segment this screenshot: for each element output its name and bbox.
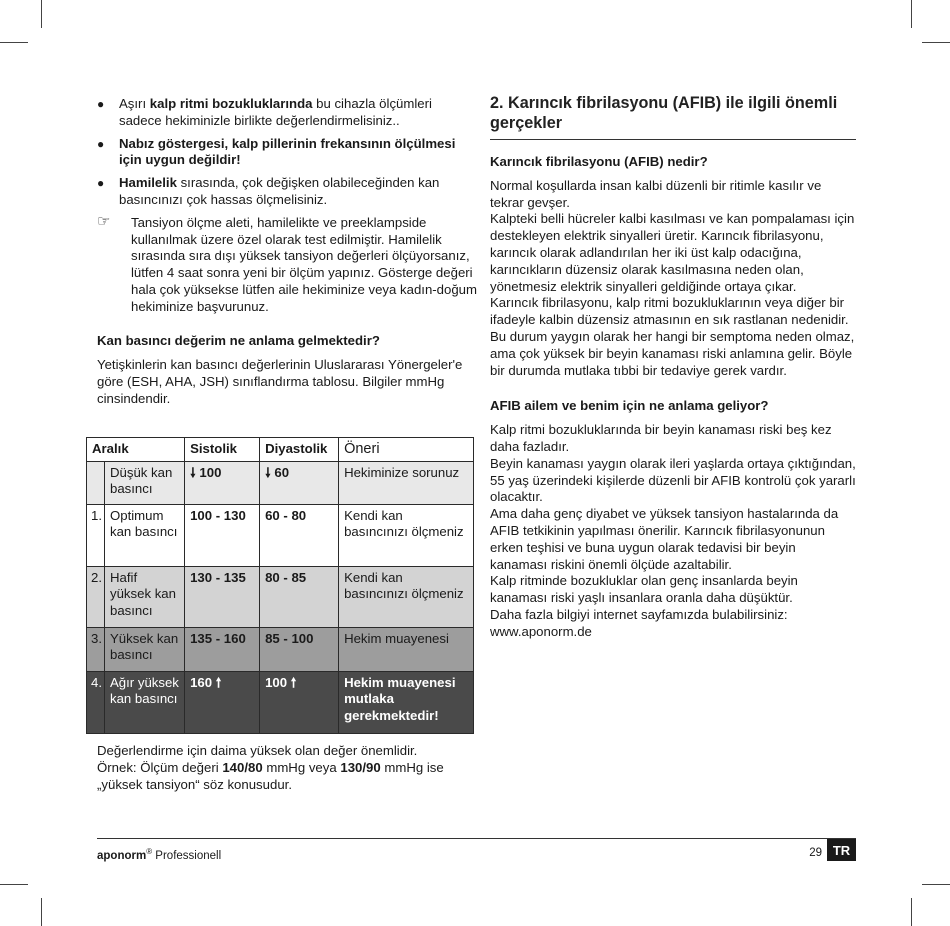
evaluation-note xyxy=(97,742,477,793)
section-heading: Kan basıncı değerim ne anlama gelmektedir? xyxy=(97,332,380,348)
table-row xyxy=(87,566,474,627)
paragraph: Kalp ritmi bozukluklarında bir beyin kanaması riski beş kez daha fazladır. xyxy=(490,422,832,454)
row-diastolic: 85 - 100 xyxy=(260,627,339,671)
title-divider xyxy=(490,139,856,140)
row-number xyxy=(87,461,105,504)
bullet-text: bu cihazla ölçümleri sadece hekiminizle birlikte değerlendirmelisiniz.. xyxy=(119,96,432,128)
table-row xyxy=(87,504,474,566)
row-systolic: 160 🠕 xyxy=(185,671,260,733)
row-diastolic: 100 🠕 xyxy=(260,671,339,733)
example-text: mmHg veya xyxy=(262,760,341,775)
note-text: Tansiyon ölçme aleti, hamilelikte ve preeklampside kullanılmak üzere özel olarak test edilmiştir. Hamilelik sırasında sıra dışı yüksek tansiyon değerleri ölçüyorsanız, lütfen 4 saat sonra yeni bir ölçüm yapınız. Gösterge değeri hala çok yüksekse lütfen aile hekiminize veya kadın-doğum hekiminize başvurunuz. xyxy=(131,214,477,314)
brand-suffix: Professionell xyxy=(152,849,222,862)
table-row xyxy=(87,461,474,504)
page-number: 29 xyxy=(809,847,822,859)
row-range: Yüksek kan basıncı xyxy=(105,627,185,671)
bullet-item xyxy=(97,175,477,209)
crop-mark xyxy=(0,884,28,885)
crop-mark xyxy=(922,884,950,885)
example-value: 130/90 xyxy=(340,760,381,775)
example-value: 140/80 xyxy=(222,760,263,775)
col-header-systolic: Sistolik xyxy=(185,438,260,462)
question-heading: Karıncık fibrilasyonu (AFIB) nedir? xyxy=(490,154,708,169)
bullet-text: sırasında, çok değişken olabileceğinden kan basıncınızı çok hassas ölçmelisiniz. xyxy=(119,175,440,207)
row-systolic: 100 - 130 xyxy=(185,504,260,566)
bullet-item xyxy=(97,96,477,130)
intro-text: Yetişkinlerin kan basıncı değerlerinin Uluslararası Yönergeler'e göre (ESH, AHA, JSH) sınıflandırma tablosu. Bilgiler mmHg cinsindendir. xyxy=(97,357,463,406)
bullet-icon: ● xyxy=(97,176,105,191)
paragraph: Ama daha genç diyabet ve yüksek tansiyon hastalarında da AFIB tetkikinin yapılması önerilir. Karıncık fibrilasyonunun erken teşhisi ve buna uygun olarak tedavisi bir beyin kanaması riskini önemli ölçüde azaltabilir. xyxy=(490,506,839,572)
example-text: mmHg ise „yüksek tansiyon“ söz konusudur. xyxy=(97,760,444,792)
website-link[interactable]: www.aponorm.de xyxy=(490,623,592,639)
crop-mark xyxy=(922,42,950,43)
bullet-item xyxy=(97,136,477,170)
crop-mark xyxy=(0,42,28,43)
row-systolic: 130 - 135 xyxy=(185,566,260,627)
note-block xyxy=(97,212,477,316)
brand-name xyxy=(97,847,221,862)
paragraph: Kalpteki belli hücreler kalbi kasılması ve kan pompalaması için destekleyen elektrik sinyalleri üretir. Karıncık fibrilasyonu, karıncık olarak adlandırılan her iki üst kalp odacığına, karıncıkların düzensiz olarak kasılmasına neden olan, yönetmesiz elektrik sinyalleri geldiğinde ortaya çıkar. xyxy=(490,211,855,294)
pointing-hand-icon: ☞ xyxy=(97,212,111,230)
section-title: 2. Karıncık fibrilasyonu (AFIB) ile ilgili önemli gerçekler xyxy=(490,94,838,132)
row-range: Ağır yüksek kan basıncı xyxy=(105,671,185,733)
row-recommendation: Kendi kan basıncınızı ölçmeniz xyxy=(339,504,474,566)
row-recommendation: Kendi kan basıncınızı ölçmeniz xyxy=(339,566,474,627)
row-diastolic: 🠗 60 xyxy=(260,461,339,504)
row-systolic: 🠗 100 xyxy=(185,461,260,504)
paragraph: Normal koşullarda insan kalbi düzenli bir ritimle kasılır ve tekrar gevşer. xyxy=(490,177,822,210)
bullet-bold: kalp ritmi bozukluklarında xyxy=(149,96,313,111)
row-number: 2. xyxy=(87,566,105,627)
row-number: 1. xyxy=(87,504,105,566)
crop-mark xyxy=(911,0,912,28)
paragraph: Daha fazla bilgiyi internet sayfamızda bulabilirsiniz: xyxy=(490,606,788,622)
row-range: Optimum kan basıncı xyxy=(105,504,185,566)
row-diastolic: 60 - 80 xyxy=(260,504,339,566)
paragraph: Kalp ritminde bozukluklar olan genç insanlarda beyin kanaması riski yaşlı insanlara oranla daha düşüktür. xyxy=(490,573,798,606)
bullet-text: Aşırı xyxy=(119,96,150,111)
question-heading: AFIB ailem ve benim için ne anlama geliyor? xyxy=(490,398,769,414)
paragraph: Karıncık fibrilasyonu, kalp ritmi bozukluklarının veya diğer bir ifadeyle kalbin düzensiz atmasının en sık rastlanan nedenidir. Bu durum yaygın olarak her hangi bir semptoma neden olmaz, ama çok yüksek bir beyin kanaması riski anlamına gelir. Böyle bir durumda mutlaka tıbbi bir tedaviye gerek vardır. xyxy=(490,295,855,378)
paragraph: Beyin kanaması yaygın olarak ileri yaşlarda ortaya çıktığından, 55 yaş üzerindeki kişilerde düzenli bir AFIB kontrolü çok yararlı olacaktır. xyxy=(490,455,856,505)
row-recommendation: Hekiminize sorunuz xyxy=(339,461,474,504)
col-header-recommendation: Öneri xyxy=(339,438,474,462)
bullet-bold: Nabız göstergesi, kalp pillerinin frekansının ölçülmesi için uygun değildir! xyxy=(119,135,456,168)
crop-mark xyxy=(911,898,912,926)
row-recommendation: Hekim muayenesi xyxy=(339,627,474,671)
table-header-row xyxy=(87,438,474,462)
row-number: 4. xyxy=(87,671,105,733)
page-footer xyxy=(97,838,856,863)
table-row xyxy=(87,671,474,733)
col-header-range: Aralık xyxy=(87,438,185,462)
row-diastolic: 80 - 85 xyxy=(260,566,339,627)
bullet-bold: Hamilelik xyxy=(119,175,177,191)
blood-pressure-table xyxy=(86,437,474,734)
row-recommendation: Hekim muayenesi mutlaka gerekmektedir! xyxy=(339,671,474,733)
registered-mark: ® xyxy=(146,847,153,856)
table-row xyxy=(87,627,474,671)
bullet-icon: ● xyxy=(97,136,105,151)
col-header-diastolic: Diyastolik xyxy=(260,438,339,462)
row-range: Düşük kan basıncı xyxy=(105,461,185,504)
row-number: 3. xyxy=(87,627,105,671)
language-badge: TR xyxy=(827,839,856,861)
brand-bold: aponorm xyxy=(97,849,147,862)
row-systolic: 135 - 160 xyxy=(185,627,260,671)
crop-mark xyxy=(41,898,42,926)
row-range: Hafif yüksek kan basıncı xyxy=(105,566,185,627)
left-column xyxy=(97,96,477,408)
bullet-icon: ● xyxy=(97,97,105,111)
evaluation-line: Değerlendirme için daima yüksek olan değer önemlidir. xyxy=(97,743,418,758)
example-text: Örnek: Ölçüm değeri xyxy=(97,760,223,775)
example-line xyxy=(97,759,477,793)
crop-mark xyxy=(41,0,42,28)
right-column xyxy=(490,93,856,641)
